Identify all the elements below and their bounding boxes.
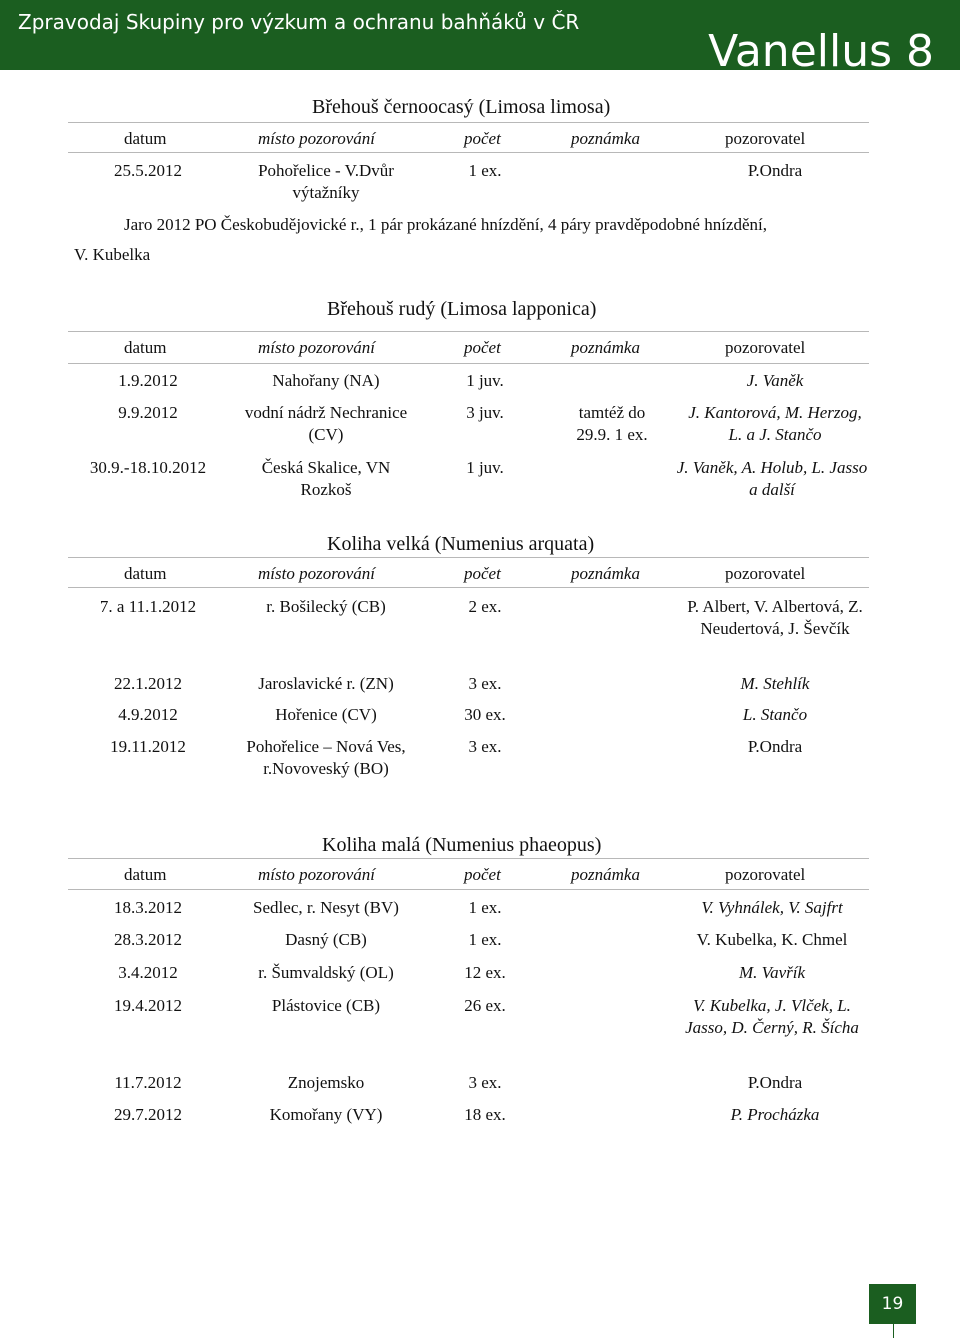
cell-pozorovatel: L. Stančo (742, 705, 808, 724)
cell-datum: 11.7.2012 (114, 1073, 182, 1092)
cell-misto: Znojemsko (287, 1073, 365, 1092)
brand-text: Vanellus 8 (708, 26, 934, 77)
col-header-poznamka: poznámka (571, 865, 640, 884)
cell-pocet: 1 juv. (466, 458, 504, 477)
col-header-pocet: počet (464, 865, 501, 884)
cell-pozorovatel: P.Ondra (747, 737, 803, 756)
col-header-pozorovatel: pozorovatel (725, 338, 806, 357)
table-rule (68, 363, 869, 364)
cell-datum: 19.4.2012 (114, 996, 182, 1015)
cell-pocet: 3 ex. (468, 737, 502, 756)
cell-pozorovatel: P.Ondra (747, 161, 803, 180)
cell-datum: 4.9.2012 (118, 705, 178, 724)
col-header-datum: datum (124, 338, 167, 357)
cell-pocet: 3 ex. (468, 674, 502, 693)
cell-datum: 25.5.2012 (114, 161, 182, 180)
col-header-pozorovatel: pozorovatel (725, 564, 806, 583)
cell-pocet: 3 ex. (468, 1073, 502, 1092)
col-header-misto: místo pozorování (258, 338, 375, 357)
cell-misto: Hořenice (CV) (275, 705, 377, 724)
breeding-note-author: V. Kubelka (74, 245, 151, 264)
cell-pozorovatel: P. Procházka (730, 1105, 820, 1124)
col-header-datum: datum (124, 129, 167, 148)
journal-title: Zpravodaj Skupiny pro výzkum a ochranu bahňáků v ČR (18, 10, 580, 34)
cell-misto: vodní nádrž Nechranice (CV) (244, 403, 408, 444)
cell-pozorovatel: P. Albert, V. Albertová, Z. Neudertová, J. Ševčík (687, 597, 863, 638)
col-header-poznamka: poznámka (571, 564, 640, 583)
cell-pocet: 1 juv. (466, 371, 504, 390)
cell-pocet: 1 ex. (468, 161, 502, 180)
table-rule (68, 557, 869, 558)
cell-datum: 28.3.2012 (114, 930, 182, 949)
species-title: Břehouš černoocasý (Limosa limosa) (312, 96, 611, 118)
cell-pozorovatel: V. Vyhnálek, V. Sajfrt (701, 898, 843, 917)
cell-poznamka: tamtéž do 29.9. 1 ex. (576, 403, 648, 444)
cell-misto: r. Šumvaldský (OL) (258, 963, 394, 982)
cell-pocet: 30 ex. (464, 705, 506, 724)
col-header-misto: místo pozorování (258, 564, 375, 583)
col-header-pocet: počet (464, 338, 501, 357)
col-header-datum: datum (124, 865, 167, 884)
col-header-pozorovatel: pozorovatel (725, 129, 806, 148)
cell-datum: 22.1.2012 (114, 674, 182, 693)
cell-pocet: 2 ex. (468, 597, 502, 616)
page-number-tick (893, 1324, 894, 1338)
cell-datum: 9.9.2012 (118, 403, 178, 422)
cell-pozorovatel: P.Ondra (747, 1073, 803, 1092)
cell-pozorovatel: V. Kubelka, K. Chmel (696, 930, 848, 949)
species-title: Koliha velká (Numenius arquata) (327, 533, 595, 555)
cell-misto: Dasný (CB) (285, 930, 367, 949)
cell-pozorovatel: J. Vaněk, A. Holub, L. Jasso a další (676, 458, 868, 499)
cell-pocet: 26 ex. (464, 996, 506, 1015)
col-header-poznamka: poznámka (571, 129, 640, 148)
cell-misto: Česká Skalice, VN Rozkoš (261, 458, 391, 499)
cell-pocet: 1 ex. (468, 898, 502, 917)
table-rule (68, 331, 869, 332)
cell-misto: Jaroslavické r. (ZN) (258, 674, 394, 693)
table-rule (68, 858, 869, 859)
cell-misto: Pohořelice - V.Dvůr výtažníky (258, 161, 394, 202)
species-title: Koliha malá (Numenius phaeopus) (322, 834, 602, 856)
cell-pozorovatel: J. Vaněk (746, 371, 804, 390)
cell-datum: 19.11.2012 (110, 737, 186, 756)
cell-misto: Sedlec, r. Nesyt (BV) (253, 898, 399, 917)
cell-misto: r. Bošilecký (CB) (266, 597, 386, 616)
col-header-pocet: počet (464, 564, 501, 583)
cell-datum: 1.9.2012 (118, 371, 178, 390)
table-rule (68, 889, 869, 890)
cell-pocet: 18 ex. (464, 1105, 506, 1124)
breeding-note: Jaro 2012 PO Českobudějovické r., 1 pár prokázané hnízdění, 4 páry pravděpodobné hnízdění, (124, 215, 767, 234)
cell-datum: 7. a 11.1.2012 (99, 597, 197, 616)
table-rule (68, 122, 869, 123)
cell-pozorovatel: M. Stehlík (740, 674, 810, 693)
cell-datum: 3.4.2012 (118, 963, 178, 982)
cell-misto: Plástovice (CB) (271, 996, 381, 1015)
cell-pocet: 3 juv. (466, 403, 504, 422)
cell-misto: Nahořany (NA) (272, 371, 380, 390)
cell-pocet: 1 ex. (468, 930, 502, 949)
col-header-poznamka: poznámka (571, 338, 640, 357)
cell-pocet: 12 ex. (464, 963, 506, 982)
cell-datum: 30.9.-18.10.2012 (89, 458, 207, 477)
table-rule (68, 152, 869, 153)
col-header-misto: místo pozorování (258, 129, 375, 148)
col-header-pocet: počet (464, 129, 501, 148)
species-title: Břehouš rudý (Limosa lapponica) (327, 298, 597, 320)
col-header-pozorovatel: pozorovatel (725, 865, 806, 884)
cell-pozorovatel: J. Kantorová, M. Herzog, L. a J. Stančo (688, 403, 862, 444)
cell-misto: Komořany (VY) (269, 1105, 383, 1124)
cell-datum: 29.7.2012 (114, 1105, 182, 1124)
brand-title (708, 26, 934, 77)
col-header-datum: datum (124, 564, 167, 583)
cell-pozorovatel: M. Vavřík (738, 963, 806, 982)
cell-datum: 18.3.2012 (114, 898, 182, 917)
cell-pozorovatel: V. Kubelka, J. Vlček, L. Jasso, D. Černý, R. Šícha (685, 996, 859, 1037)
table-rule (68, 587, 869, 588)
cell-misto: Pohořelice – Nová Ves, r.Novoveský (BO) (246, 737, 406, 778)
page-number: 19 (869, 1284, 916, 1324)
col-header-misto: místo pozorování (258, 865, 375, 884)
